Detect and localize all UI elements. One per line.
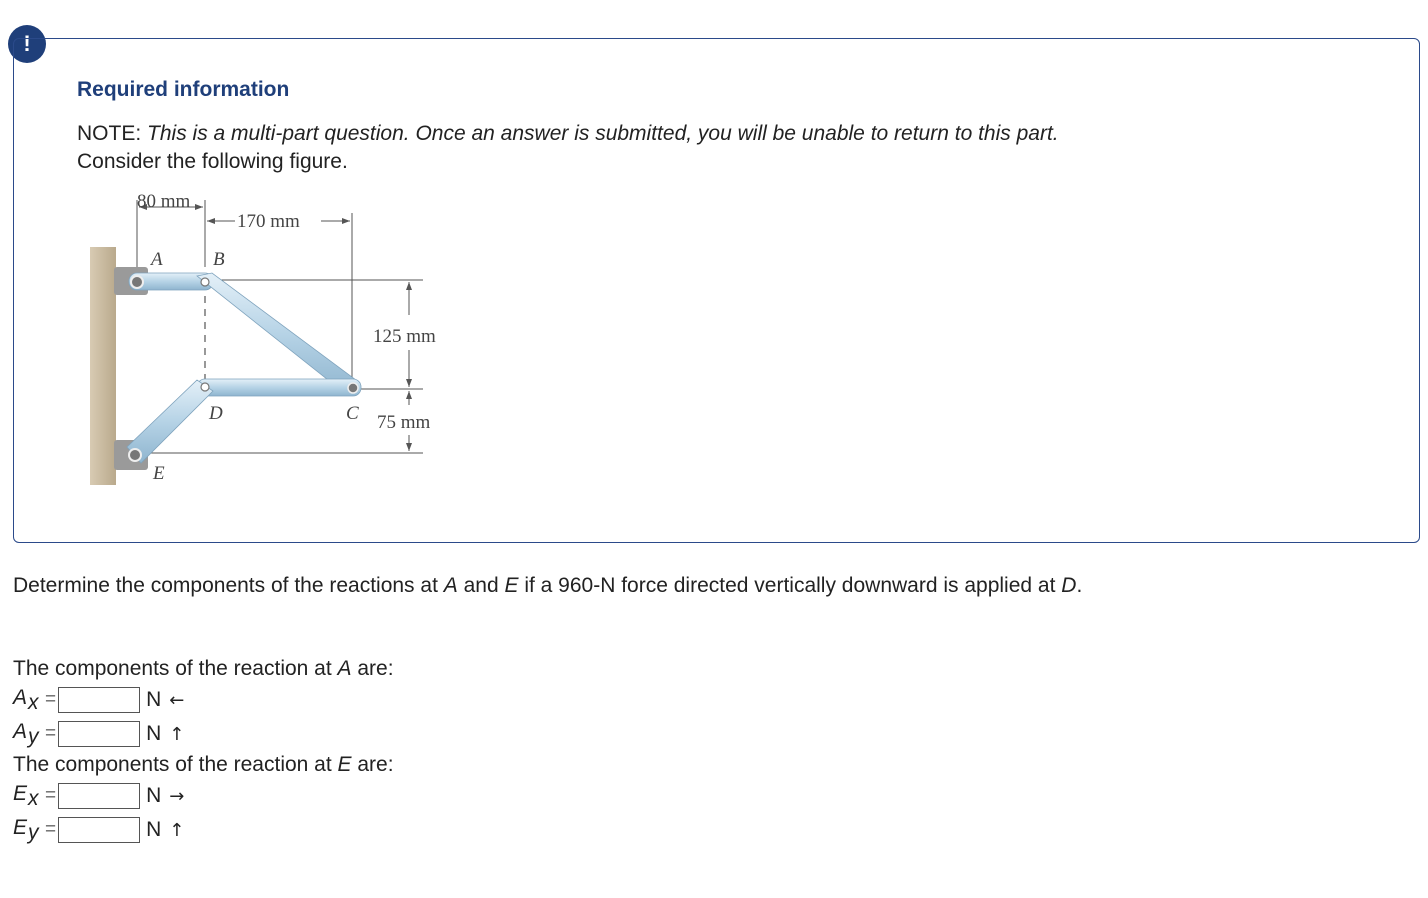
ex-input[interactable] <box>58 783 140 809</box>
pin-e <box>129 449 141 461</box>
label-a: A <box>151 249 163 270</box>
arrow-up-icon: ↑ <box>169 723 185 745</box>
unit-label: N <box>146 818 162 841</box>
member-bc <box>197 273 360 395</box>
pin-b <box>201 278 209 286</box>
question-text: Determine the components of the reactions at A and E if a 960-N force directed vertically downward is applied at D. <box>13 574 1083 597</box>
reaction-e-heading: The components of the reaction at E are: <box>13 753 394 776</box>
alert-icon: ! <box>8 25 46 63</box>
member-dc <box>197 379 361 396</box>
equals-sign: = <box>45 785 57 806</box>
dim-75-label: 75 mm <box>377 412 431 433</box>
pin-c <box>348 383 358 393</box>
answer-row-ay <box>13 717 394 751</box>
unit-label: N <box>146 688 162 711</box>
equals-sign: = <box>45 723 57 744</box>
var-ex: $E_x$ <box>13 781 39 810</box>
arrow-head <box>195 204 203 210</box>
arrow-head <box>406 282 412 290</box>
label-e: E <box>153 463 165 484</box>
answer-row-ey <box>13 813 394 847</box>
arrow-head <box>207 218 215 224</box>
equals-sign: = <box>45 689 57 710</box>
arrow-head <box>406 379 412 387</box>
answer-row-ex <box>13 779 394 813</box>
ay-input[interactable] <box>58 721 140 747</box>
frame-figure <box>85 185 465 495</box>
note-text <box>77 120 1327 176</box>
required-info-title: Required information <box>77 78 290 101</box>
arrow-head <box>406 391 412 399</box>
dim-80-label: 80 mm <box>137 191 191 212</box>
pin-a <box>131 276 143 288</box>
var-ey: $E_y$ <box>13 815 39 844</box>
dim-170-label: 170 mm <box>237 211 300 232</box>
unit-label: N <box>146 722 162 745</box>
pin-d <box>201 383 209 391</box>
answer-row-ax <box>13 683 394 717</box>
label-c: C <box>346 403 359 424</box>
unit-label: N <box>146 784 162 807</box>
equals-sign: = <box>45 819 57 840</box>
dim-125-label: 125 mm <box>373 326 436 347</box>
var-ay: $A_y$ <box>13 719 39 748</box>
note-body: This is a multi-part question. Once an answer is submitted, you will be unable to return to this part. <box>147 122 1059 145</box>
arrow-left-icon: ← <box>169 689 185 711</box>
arrow-head <box>342 218 350 224</box>
ax-input[interactable] <box>58 687 140 713</box>
label-d: D <box>209 403 223 424</box>
answer-section <box>13 655 394 847</box>
ey-input[interactable] <box>58 817 140 843</box>
label-b: B <box>213 249 225 270</box>
var-ax: $A_x$ <box>13 685 39 714</box>
arrow-up-icon: ↑ <box>169 819 185 841</box>
reaction-a-heading: The components of the reaction at A are: <box>13 657 394 680</box>
consider-text: Consider the following figure. <box>77 150 348 173</box>
arrow-right-icon: → <box>169 785 185 807</box>
note-label: NOTE: <box>77 122 142 145</box>
wall <box>90 247 116 485</box>
arrow-head <box>406 443 412 451</box>
